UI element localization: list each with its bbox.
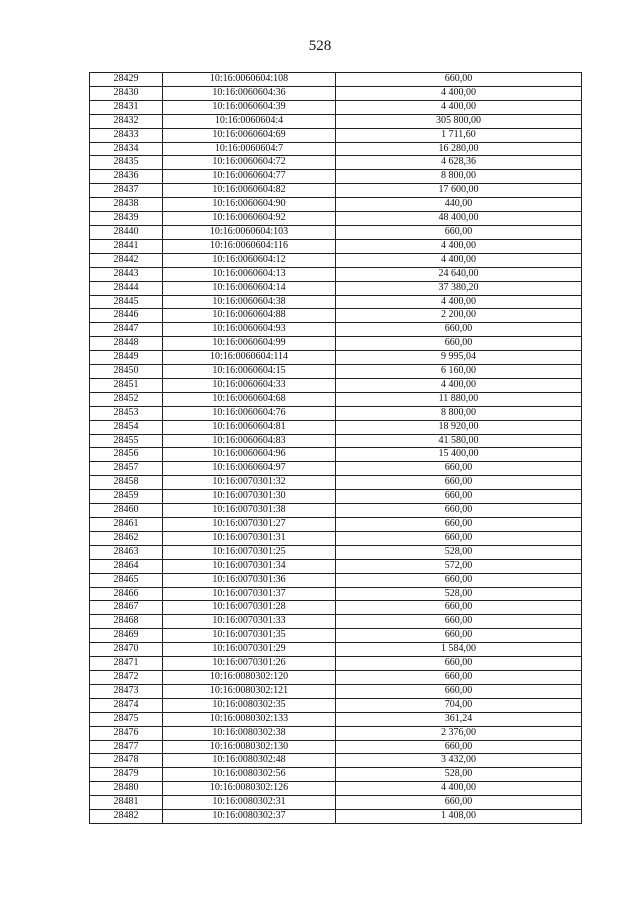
table-row	[90, 531, 582, 545]
cadastral-number-cell: 10:16:0070301:26	[163, 657, 336, 671]
value-cell: 1 408,00	[336, 810, 582, 824]
cadastral-number-cell: 10:16:0060604:7	[163, 142, 336, 156]
table-row	[90, 434, 582, 448]
cadastral-number-cell: 10:16:0070301:27	[163, 518, 336, 532]
cadastral-number-cell: 10:16:0060604:39	[163, 100, 336, 114]
cadastral-number-cell: 10:16:0060604:68	[163, 392, 336, 406]
value-cell: 4 400,00	[336, 100, 582, 114]
cadastral-number-cell: 10:16:0070301:33	[163, 615, 336, 629]
value-cell: 660,00	[336, 531, 582, 545]
table-row	[90, 476, 582, 490]
table-row	[90, 726, 582, 740]
value-cell: 24 640,00	[336, 267, 582, 281]
table-row	[90, 100, 582, 114]
row-number-cell: 28477	[90, 740, 163, 754]
row-number-cell: 28481	[90, 796, 163, 810]
page-number: 528	[308, 38, 332, 54]
row-number-cell: 28444	[90, 281, 163, 295]
row-number-cell: 28471	[90, 657, 163, 671]
table-row	[90, 267, 582, 281]
cadastral-number-cell: 10:16:0060604:81	[163, 420, 336, 434]
table-row	[90, 504, 582, 518]
cadastral-number-cell: 10:16:0060604:82	[163, 184, 336, 198]
row-number-cell: 28455	[90, 434, 163, 448]
row-number-cell: 28476	[90, 726, 163, 740]
cadastral-number-cell: 10:16:0060604:76	[163, 406, 336, 420]
row-number-cell: 28441	[90, 239, 163, 253]
row-number-cell: 28479	[90, 768, 163, 782]
row-number-cell: 28453	[90, 406, 163, 420]
cadastral-number-cell: 10:16:0070301:32	[163, 476, 336, 490]
table-row	[90, 170, 582, 184]
value-cell: 660,00	[336, 601, 582, 615]
cadastral-number-cell: 10:16:0070301:29	[163, 643, 336, 657]
cadastral-number-cell: 10:16:0060604:77	[163, 170, 336, 184]
table-row	[90, 225, 582, 239]
cadastral-number-cell: 10:16:0080302:37	[163, 810, 336, 824]
table-row	[90, 740, 582, 754]
table-row	[90, 782, 582, 796]
cadastral-number-cell: 10:16:0080302:56	[163, 768, 336, 782]
value-cell: 572,00	[336, 559, 582, 573]
table-row	[90, 698, 582, 712]
row-number-cell: 28467	[90, 601, 163, 615]
row-number-cell: 28472	[90, 670, 163, 684]
table-row	[90, 86, 582, 100]
value-cell: 660,00	[336, 518, 582, 532]
value-cell: 4 400,00	[336, 86, 582, 100]
row-number-cell: 28470	[90, 643, 163, 657]
value-cell: 660,00	[336, 225, 582, 239]
cadastral-number-cell: 10:16:0080302:35	[163, 698, 336, 712]
row-number-cell: 28433	[90, 128, 163, 142]
table-row	[90, 615, 582, 629]
row-number-cell: 28482	[90, 810, 163, 824]
table-row	[90, 114, 582, 128]
row-number-cell: 28466	[90, 587, 163, 601]
value-cell: 660,00	[336, 657, 582, 671]
row-number-cell: 28463	[90, 545, 163, 559]
table-row	[90, 253, 582, 267]
table-row	[90, 684, 582, 698]
value-cell: 660,00	[336, 615, 582, 629]
value-cell: 8 800,00	[336, 170, 582, 184]
row-number-cell: 28443	[90, 267, 163, 281]
table-row	[90, 156, 582, 170]
value-cell: 660,00	[336, 323, 582, 337]
row-number-cell: 28457	[90, 462, 163, 476]
row-number-cell: 28439	[90, 212, 163, 226]
table-row	[90, 545, 582, 559]
cadastral-number-cell: 10:16:0060604:72	[163, 156, 336, 170]
cadastral-number-cell: 10:16:0060604:97	[163, 462, 336, 476]
cadastral-number-cell: 10:16:0080302:48	[163, 754, 336, 768]
cadastral-number-cell: 10:16:0060604:33	[163, 378, 336, 392]
cadastral-number-cell: 10:16:0060604:92	[163, 212, 336, 226]
table-row	[90, 365, 582, 379]
value-cell: 15 400,00	[336, 448, 582, 462]
row-number-cell: 28458	[90, 476, 163, 490]
cadastral-number-cell: 10:16:0060604:69	[163, 128, 336, 142]
table-row	[90, 629, 582, 643]
value-cell: 8 800,00	[336, 406, 582, 420]
value-cell: 660,00	[336, 573, 582, 587]
value-cell: 704,00	[336, 698, 582, 712]
value-cell: 3 432,00	[336, 754, 582, 768]
table-row	[90, 810, 582, 824]
table-row	[90, 462, 582, 476]
value-cell: 440,00	[336, 198, 582, 212]
row-number-cell: 28438	[90, 198, 163, 212]
row-number-cell: 28437	[90, 184, 163, 198]
row-number-cell: 28456	[90, 448, 163, 462]
table-row	[90, 670, 582, 684]
cadastral-number-cell: 10:16:0080302:31	[163, 796, 336, 810]
cadastral-value-table	[89, 72, 582, 824]
value-cell: 361,24	[336, 712, 582, 726]
value-cell: 9 995,04	[336, 351, 582, 365]
value-cell: 41 580,00	[336, 434, 582, 448]
cadastral-number-cell: 10:16:0060604:116	[163, 239, 336, 253]
value-cell: 660,00	[336, 504, 582, 518]
row-number-cell: 28446	[90, 309, 163, 323]
value-cell: 528,00	[336, 768, 582, 782]
table-row	[90, 754, 582, 768]
value-cell: 660,00	[336, 462, 582, 476]
row-number-cell: 28459	[90, 490, 163, 504]
cadastral-number-cell: 10:16:0080302:126	[163, 782, 336, 796]
cadastral-number-cell: 10:16:0060604:90	[163, 198, 336, 212]
table-row	[90, 295, 582, 309]
cadastral-number-cell: 10:16:0060604:83	[163, 434, 336, 448]
cadastral-number-cell: 10:16:0060604:88	[163, 309, 336, 323]
value-cell: 305 800,00	[336, 114, 582, 128]
table-row	[90, 518, 582, 532]
row-number-cell: 28452	[90, 392, 163, 406]
row-number-cell: 28430	[90, 86, 163, 100]
table-row	[90, 406, 582, 420]
row-number-cell: 28451	[90, 378, 163, 392]
table-row	[90, 448, 582, 462]
value-cell: 660,00	[336, 670, 582, 684]
value-cell: 4 400,00	[336, 239, 582, 253]
table-row	[90, 239, 582, 253]
cadastral-number-cell: 10:16:0070301:36	[163, 573, 336, 587]
row-number-cell: 28429	[90, 73, 163, 87]
value-cell: 4 400,00	[336, 782, 582, 796]
row-number-cell: 28454	[90, 420, 163, 434]
value-cell: 660,00	[336, 476, 582, 490]
cadastral-number-cell: 10:16:0060604:36	[163, 86, 336, 100]
table-row	[90, 712, 582, 726]
table-row	[90, 323, 582, 337]
value-cell: 2 376,00	[336, 726, 582, 740]
row-number-cell: 28469	[90, 629, 163, 643]
value-cell: 1 711,60	[336, 128, 582, 142]
table-row	[90, 490, 582, 504]
cadastral-number-cell: 10:16:0070301:28	[163, 601, 336, 615]
cadastral-number-cell: 10:16:0060604:38	[163, 295, 336, 309]
value-cell: 11 880,00	[336, 392, 582, 406]
cadastral-number-cell: 10:16:0070301:30	[163, 490, 336, 504]
row-number-cell: 28473	[90, 684, 163, 698]
table-row	[90, 378, 582, 392]
table-row	[90, 184, 582, 198]
value-cell: 528,00	[336, 587, 582, 601]
value-cell: 16 280,00	[336, 142, 582, 156]
cadastral-number-cell: 10:16:0060604:93	[163, 323, 336, 337]
row-number-cell: 28440	[90, 225, 163, 239]
table-row	[90, 392, 582, 406]
value-cell: 660,00	[336, 684, 582, 698]
table-row	[90, 128, 582, 142]
cadastral-number-cell: 10:16:0060604:13	[163, 267, 336, 281]
table-row	[90, 420, 582, 434]
row-number-cell: 28445	[90, 295, 163, 309]
cadastral-number-cell: 10:16:0060604:4	[163, 114, 336, 128]
value-cell: 4 628,36	[336, 156, 582, 170]
cadastral-number-cell: 10:16:0060604:114	[163, 351, 336, 365]
value-cell: 4 400,00	[336, 378, 582, 392]
cadastral-number-cell: 10:16:0070301:31	[163, 531, 336, 545]
table-row	[90, 281, 582, 295]
cadastral-number-cell: 10:16:0070301:25	[163, 545, 336, 559]
value-cell: 660,00	[336, 629, 582, 643]
cadastral-number-cell: 10:16:0060604:14	[163, 281, 336, 295]
cadastral-number-cell: 10:16:0060604:108	[163, 73, 336, 87]
value-cell: 48 400,00	[336, 212, 582, 226]
cadastral-number-cell: 10:16:0080302:130	[163, 740, 336, 754]
row-number-cell: 28432	[90, 114, 163, 128]
table-row	[90, 643, 582, 657]
row-number-cell: 28464	[90, 559, 163, 573]
value-cell: 660,00	[336, 740, 582, 754]
cadastral-number-cell: 10:16:0080302:120	[163, 670, 336, 684]
table-row	[90, 309, 582, 323]
cadastral-number-cell: 10:16:0060604:12	[163, 253, 336, 267]
cadastral-number-cell: 10:16:0060604:15	[163, 365, 336, 379]
value-cell: 660,00	[336, 73, 582, 87]
row-number-cell: 28447	[90, 323, 163, 337]
value-cell: 6 160,00	[336, 365, 582, 379]
table-row	[90, 768, 582, 782]
cadastral-number-cell: 10:16:0070301:34	[163, 559, 336, 573]
value-cell: 4 400,00	[336, 253, 582, 267]
cadastral-number-cell: 10:16:0060604:99	[163, 337, 336, 351]
cadastral-number-cell: 10:16:0070301:37	[163, 587, 336, 601]
row-number-cell: 28480	[90, 782, 163, 796]
table-row	[90, 351, 582, 365]
row-number-cell: 28442	[90, 253, 163, 267]
value-cell: 528,00	[336, 545, 582, 559]
row-number-cell: 28434	[90, 142, 163, 156]
row-number-cell: 28465	[90, 573, 163, 587]
table-row	[90, 601, 582, 615]
table-body	[90, 73, 582, 824]
row-number-cell: 28450	[90, 365, 163, 379]
row-number-cell: 28474	[90, 698, 163, 712]
table-row	[90, 587, 582, 601]
row-number-cell: 28468	[90, 615, 163, 629]
value-cell: 1 584,00	[336, 643, 582, 657]
cadastral-number-cell: 10:16:0080302:133	[163, 712, 336, 726]
value-cell: 17 600,00	[336, 184, 582, 198]
value-cell: 37 380,20	[336, 281, 582, 295]
value-cell: 660,00	[336, 337, 582, 351]
cadastral-number-cell: 10:16:0080302:38	[163, 726, 336, 740]
cadastral-number-cell: 10:16:0060604:103	[163, 225, 336, 239]
value-cell: 4 400,00	[336, 295, 582, 309]
row-number-cell: 28461	[90, 518, 163, 532]
row-number-cell: 28436	[90, 170, 163, 184]
value-cell: 660,00	[336, 796, 582, 810]
table-row	[90, 212, 582, 226]
row-number-cell: 28475	[90, 712, 163, 726]
table-row	[90, 657, 582, 671]
table-row	[90, 198, 582, 212]
table-row	[90, 73, 582, 87]
table-row	[90, 337, 582, 351]
row-number-cell: 28448	[90, 337, 163, 351]
value-cell: 660,00	[336, 490, 582, 504]
table-row	[90, 142, 582, 156]
cadastral-number-cell: 10:16:0070301:38	[163, 504, 336, 518]
table-row	[90, 573, 582, 587]
cadastral-number-cell: 10:16:0060604:96	[163, 448, 336, 462]
value-cell: 18 920,00	[336, 420, 582, 434]
cadastral-number-cell: 10:16:0080302:121	[163, 684, 336, 698]
row-number-cell: 28462	[90, 531, 163, 545]
row-number-cell: 28460	[90, 504, 163, 518]
row-number-cell: 28449	[90, 351, 163, 365]
row-number-cell: 28478	[90, 754, 163, 768]
table-row	[90, 559, 582, 573]
row-number-cell: 28435	[90, 156, 163, 170]
row-number-cell: 28431	[90, 100, 163, 114]
table-row	[90, 796, 582, 810]
cadastral-number-cell: 10:16:0070301:35	[163, 629, 336, 643]
value-cell: 2 200,00	[336, 309, 582, 323]
